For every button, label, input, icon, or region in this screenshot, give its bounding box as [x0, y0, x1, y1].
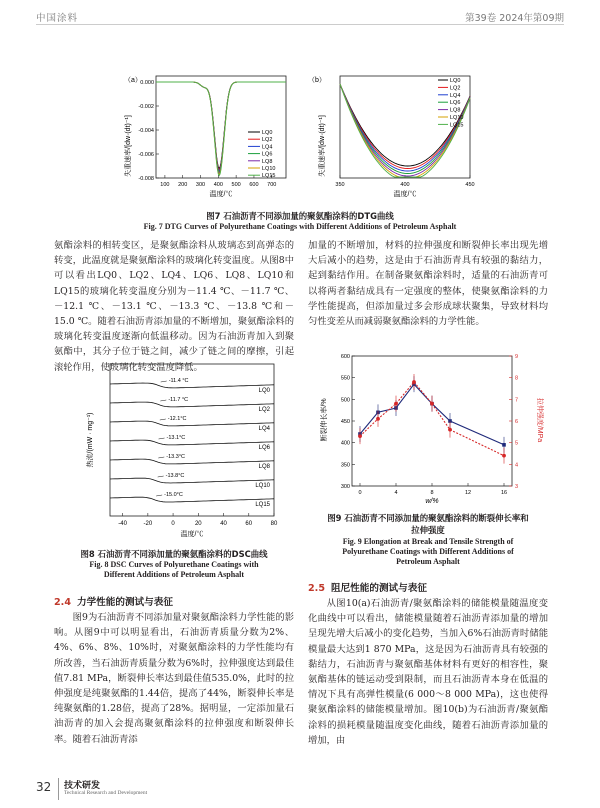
- tg-arrow: [156, 495, 162, 496]
- footer-separator: [58, 778, 59, 800]
- tg-label: -12.1°C: [167, 416, 187, 422]
- legend-label: LQ2: [262, 137, 273, 144]
- series-line-LQ10: [110, 478, 274, 483]
- panel-b-label: （b）: [308, 77, 326, 84]
- tg-label: -13.3°C: [166, 454, 186, 460]
- fig7b-legend: [438, 78, 463, 128]
- figure-7-caption-en: Fig. 7 DTG Curves of Polyurethane Coatings with Different Additions of Petroleum Asphalt: [143, 222, 457, 231]
- data-point: [502, 443, 506, 447]
- fig7a-legend: [248, 130, 275, 179]
- data-point: [430, 402, 434, 406]
- footer-section-en: Technical Research and Development: [64, 790, 148, 796]
- ytick-label: -0.008: [138, 176, 154, 182]
- xtick-label: 80: [270, 521, 278, 527]
- legend-label: LQ10: [262, 166, 276, 172]
- panel-a-label: （a）: [124, 77, 142, 84]
- xtick-label: 450: [465, 182, 475, 188]
- curve-label: LQ10: [255, 483, 270, 489]
- fig7a-xlabel: 温度/℃: [209, 191, 233, 198]
- right-paragraph-2: 从图10(a)石油沥青/聚氨酯涂料的储能模量随温度变化曲线中可以看出，储能模量随着石油沥青添加量的增加呈现先增大后减小的变化趋势，当加入6%石油沥青时储能模量最大达到1 870 MPa，这是因为石油沥青具有较强的黏结力，石油沥青与聚氨酯基体材料有更好的相容性，聚氨酯基体的链运动受到限制，而且石油沥青本身在低温的情况下具有高弹性模量(6 000～8 000 MPa)，这也使得聚氨酯涂料的储能模量增加。图10(b)为石油沥青/聚氨酯涂料的损耗模量随温度变化曲线，随着石油沥青添加量的增加，由: [308, 598, 548, 746]
- running-header: [36, 8, 564, 24]
- fig9-ylabel-left: 断裂伸长率/%: [321, 398, 328, 442]
- fig7a-xticks: [160, 175, 276, 188]
- ytick-left-label: 450: [340, 419, 350, 425]
- figure-7-svg: [120, 66, 500, 198]
- xtick-label: 4: [394, 490, 398, 496]
- legend-label: LQ4: [450, 92, 461, 99]
- tg-arrow: [158, 457, 164, 458]
- series-line-LQ4: [110, 421, 274, 426]
- ytick-right-label: 7: [515, 397, 519, 404]
- data-point: [358, 434, 362, 438]
- legend-label: LQ2: [450, 85, 461, 92]
- curve-label: LQ4: [258, 426, 270, 432]
- issue-info: 第39卷 2024年第09期: [465, 13, 564, 24]
- curve-label: LQ2: [258, 407, 270, 413]
- figure-8-caption-en-2: Different Additions of Petroleum Asphalt: [103, 570, 245, 579]
- data-point: [412, 380, 416, 384]
- ytick-left-label: 350: [340, 462, 350, 469]
- header-rule: [36, 24, 564, 25]
- fig7a-ylabel: 失重速率/[dw·(dt)⁻¹]: [125, 115, 132, 177]
- tg-arrow: [160, 419, 166, 420]
- left-paragraph-1: 氨酯涂料的相转变区，是聚氨酯涂料从玻璃态到高弹态的转变，此温度就是聚氨酯涂料的玻璃化转变温度。从图8中可以看出LQ0、LQ2、LQ4、LQ6、LQ8、LQ10和LQ15的玻璃化转变温度分别为－11.4 ℃、－11.7 ℃、－12.1 ℃、－13.1 ℃、－13.3 ℃、－13.8 ℃和－15.0 ℃。随着石油沥青添加量的不断增加，聚氨酯涂料的玻璃化转变温度逐渐向低温移动。因为石油沥青加入到聚氨酯中，其分子位于链之间，减少了链之间的摩擦，引起滚轮作用，使玻璃化转变温度降低。: [54, 240, 294, 373]
- xtick-label: 300: [195, 182, 206, 188]
- figure-9-svg: [318, 350, 544, 506]
- ytick-right-label: 3: [515, 484, 519, 490]
- ytick-right-label: 4: [515, 462, 519, 469]
- journal-name: 中国涂料: [36, 13, 79, 24]
- figure-9-caption-en-1: Fig. 9 Elongation at Break and Tensile Strength of: [342, 537, 514, 546]
- ytick-right-label: 8: [515, 375, 519, 382]
- tg-arrow: [161, 381, 167, 382]
- ytick-left-label: 300: [340, 484, 350, 490]
- ytick-label: -0.006: [138, 152, 154, 158]
- ytick-right-label: 6: [515, 419, 519, 425]
- series-line-LQ6: [110, 440, 274, 445]
- section-2-4-title: 力学性能的测试与表征: [77, 597, 173, 608]
- curve-label: LQ15: [255, 502, 270, 508]
- ytick-left-label: 550: [340, 375, 350, 382]
- tg-label: -13.8°C: [165, 473, 185, 479]
- tg-arrow: [159, 438, 165, 439]
- legend-label: LQ4: [262, 144, 273, 151]
- figure-9-caption-cn-2: 拉伸强度: [411, 525, 445, 535]
- legend-label: LQ15: [450, 122, 464, 129]
- series-line-LQ15: [110, 497, 274, 502]
- fig8-ylabel: 热流/(mW · mg⁻¹): [87, 412, 94, 468]
- data-point: [502, 454, 506, 458]
- section-2-5-number: 2.5: [308, 583, 325, 594]
- figure-9: [318, 350, 544, 506]
- legend-label: LQ6: [262, 151, 273, 158]
- ytick-right-label: 5: [515, 440, 519, 447]
- tg-label: -15.0°C: [164, 492, 183, 498]
- figure-9-caption-en-2: Polyurethane Coatings with Different Additions of: [342, 547, 514, 556]
- xtick-label: 400: [213, 182, 223, 188]
- series-line-LQ0: [110, 383, 274, 388]
- tg-arrow: [158, 476, 164, 477]
- series-line-tensile-strength: [360, 382, 504, 456]
- xtick-label: 60: [245, 521, 253, 527]
- tg-arrow: [160, 400, 166, 401]
- legend-label: LQ15: [262, 173, 276, 180]
- ytick-left-label: 600: [340, 354, 350, 360]
- legend-label: LQ0: [450, 78, 461, 84]
- left-paragraph-2: 图9为石油沥青不同添加量对聚氨酯涂料力学性能的影响。从图9中可以明显看出，石油沥青质量分数为2%、4%、6%、8%、10%时，对聚氨酯涂料的力学性能均有所改善，当石油沥青质量分数为6%时，拉伸强度达到最佳值7.81 MPa，断裂伸长率达到最佳值535.0%，此时的拉伸强度是纯聚氨酯的1.44倍，提高了44%，断裂伸长率是纯聚氨酯的1.28倍，提高了28%。据明显，一定添加量石油沥青的加入会提高聚氨酯涂料的拉伸强度和断裂伸长率。随着石油沥青添: [54, 612, 294, 745]
- right-paragraph-1: 加量的不断增加，材料的拉伸强度和断裂伸长率出现先增大后减小的趋势，这是由于石油沥青具有较强的黏结力，起到黏结作用。在制备聚氨酯涂料时，适量的石油沥青可以将两者黏结成具有一定强度的整体，使聚氨酯涂料的力学性能提高，但添加量过多会形成球状聚集，导致材料均匀性变差从而减弱聚氨酯涂料的力学性能。: [308, 240, 548, 328]
- xtick-label: 500: [231, 182, 241, 188]
- figure-7-caption-cn: 图7 石油沥青不同添加量的聚氨酯涂料的DTG曲线: [206, 211, 394, 221]
- xtick-label: 600: [249, 182, 259, 188]
- ytick-label: 0.000: [140, 80, 154, 86]
- xtick-label: 0: [171, 521, 175, 527]
- tg-label: -13.1°C: [166, 435, 186, 441]
- section-2-5-title: 阻尼性能的测试与表征: [331, 583, 427, 594]
- series-line-elongation: [360, 384, 504, 445]
- tg-label: -11.7 °C: [168, 397, 189, 403]
- fig8-xticks: [118, 513, 278, 527]
- figure-8: [84, 360, 294, 540]
- curve-label: LQ6: [258, 445, 270, 451]
- curve-label: LQ8: [258, 464, 270, 470]
- xtick-label: 350: [335, 182, 345, 188]
- xtick-label: 20: [194, 521, 202, 527]
- legend-label: LQ0: [262, 130, 273, 136]
- ytick-left-label: 500: [340, 397, 350, 404]
- figure-8-caption-en-1: Fig. 8 DSC Curves of Polyurethane Coatings with: [89, 560, 259, 569]
- fig7b-ylabel: 失重速率/[dw·(dt)⁻¹]: [319, 115, 326, 177]
- curve-label: LQ0: [258, 388, 270, 394]
- legend-label: LQ6: [450, 100, 461, 107]
- fig9-xlabel: w/%: [425, 498, 439, 505]
- section-2-4-number: 2.4: [54, 597, 71, 608]
- xtick-label: 0: [358, 490, 362, 496]
- xtick-label: 100: [160, 182, 170, 188]
- xtick-label: 16: [500, 490, 508, 496]
- legend-label: LQ10: [450, 115, 464, 121]
- fig8-curves: [110, 378, 274, 508]
- figure-9-caption-cn-1: 图9 石油沥青不同添加量的聚氨酯涂料的断裂伸长率和: [327, 513, 529, 523]
- xtick-label: -20: [143, 521, 153, 527]
- fig9-series: [358, 374, 506, 464]
- xtick-label: 700: [267, 182, 277, 188]
- data-point: [394, 402, 398, 406]
- data-point: [448, 428, 452, 432]
- fig7b-xlabel: 温度/℃: [393, 191, 417, 198]
- ytick-left-label: 400: [340, 440, 350, 447]
- fig9-ylabel-right: 拉伸强度/MPa: [536, 397, 543, 443]
- figure-8-caption-cn: 图8 石油沥青不同添加量的聚氨酯涂料的DSC曲线: [80, 549, 268, 559]
- legend-label: LQ8: [450, 107, 461, 114]
- fig8-xlabel: 温度/℃: [180, 531, 204, 538]
- tg-label: -11.4 °C: [168, 378, 189, 384]
- data-point: [376, 417, 380, 421]
- xtick-label: 40: [220, 521, 227, 527]
- xtick-label: 12: [464, 490, 472, 496]
- figure-7: [120, 66, 500, 198]
- figure-8-svg: [84, 360, 294, 540]
- section-2-4-heading: [54, 594, 173, 608]
- xtick-label: 8: [430, 490, 434, 496]
- xtick-label: 400: [400, 182, 410, 188]
- ytick-label: -0.002: [138, 104, 154, 110]
- series-line-LQ2: [110, 402, 274, 407]
- ytick-label: -0.004: [138, 128, 154, 134]
- ytick-right-label: 9: [515, 354, 519, 360]
- legend-label: LQ8: [262, 158, 273, 165]
- xtick-label: -40: [118, 521, 127, 527]
- section-2-5-heading: [308, 580, 427, 594]
- series-line-LQ8: [110, 459, 274, 464]
- figure-9-caption-en-3: Petroleum Asphalt: [396, 557, 460, 566]
- xtick-label: 200: [178, 182, 188, 188]
- page-number: 32: [36, 780, 52, 794]
- footer-section-cn: 技术研发: [64, 781, 101, 791]
